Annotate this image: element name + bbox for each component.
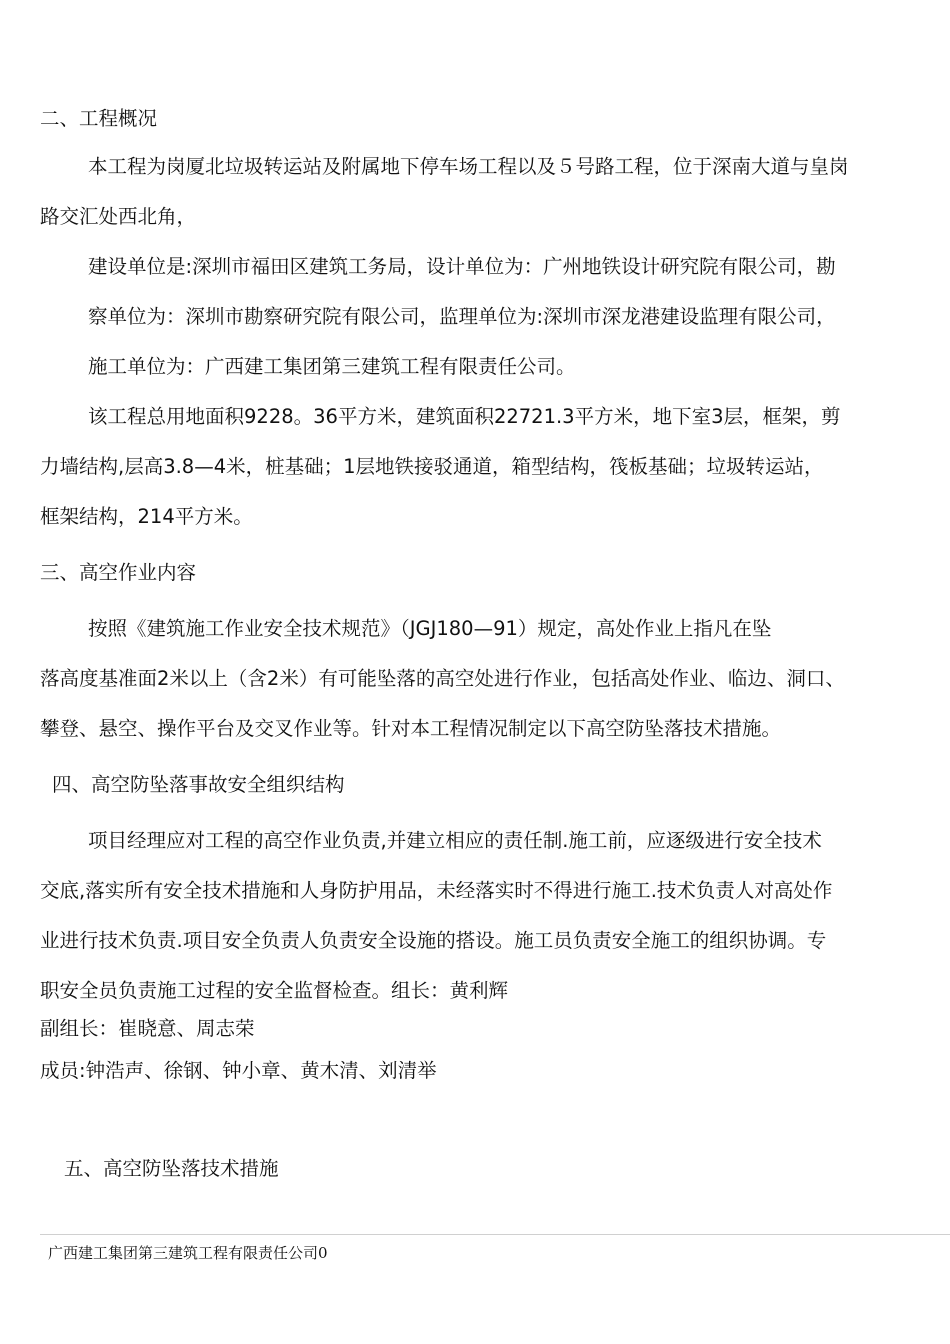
paragraph-line: 本工程为岗厦北垃圾转运站及附属地下停车场工程以及５号路工程，位于深南大道与皇岗	[88, 155, 849, 178]
paragraph-line: 职安全员负责施工过程的安全监督检查。组长：黄利辉	[40, 979, 509, 1002]
paragraph-line: 交底,落实所有安全技术措施和人身防护用品，未经落实时不得进行施工.技术负责人对高处作	[40, 879, 833, 902]
footer-company-name: 广西建工集团第三建筑工程有限责任公司0	[48, 1244, 328, 1262]
paragraph-line: 框架结构，214平方米。	[40, 505, 253, 528]
paragraph-line: 建设单位是:深圳市福田区建筑工务局，设计单位为：广州地铁设计研究院有限公司，勘	[88, 255, 836, 278]
paragraph-line: 该工程总用地面积9228。36平方米，建筑面积22721.3平方米，地下室3层，框架，剪	[88, 405, 841, 428]
section-heading-organization: 四、高空防坠落事故安全组织结构	[52, 773, 345, 796]
members-line: 成员:钟浩声、徐钢、钟小章、黄木清、刘清举	[40, 1059, 437, 1082]
paragraph-line: 力墙结构,层高3.8—4米，桩基础；1层地铁接驳通道，箱型结构，筏板基础；垃圾转运站，	[40, 455, 824, 478]
paragraph-line: 落高度基准面2米以上（含2米）有可能坠落的高空处进行作业，包括高处作业、临边、洞口、	[40, 667, 845, 690]
paragraph-line: 按照《建筑施工作业安全技术规范》（JGJ180—91）规定，高处作业上指凡在坠	[88, 617, 772, 640]
paragraph-line: 察单位为：深圳市勘察研究院有限公司，监理单位为:深圳市深龙港建设监理有限公司，	[88, 305, 836, 328]
paragraph-line: 施工单位为：广西建工集团第三建筑工程有限责任公司。	[88, 355, 576, 378]
footer-divider	[40, 1234, 950, 1235]
section-heading-overview: 二、工程概况	[40, 107, 158, 130]
section-heading-work-content: 三、高空作业内容	[40, 561, 197, 584]
paragraph-line: 攀登、悬空、操作平台及交叉作业等。针对本工程情况制定以下高空防坠落技术措施。	[40, 717, 782, 740]
deputy-leaders-line: 副组长：崔晓意、周志荣	[40, 1017, 255, 1040]
paragraph-line: 业进行技术负责.项目安全负责人负责安全设施的搭设。施工员负责安全施工的组织协调。专	[40, 929, 827, 952]
paragraph-line: 项目经理应对工程的高空作业负责,并建立相应的责任制.施工前，应逐级进行安全技术	[88, 829, 822, 852]
paragraph-line: 路交汇处西北角，	[40, 205, 197, 228]
section-heading-technical-measures: 五、高空防坠落技术措施	[64, 1157, 279, 1180]
